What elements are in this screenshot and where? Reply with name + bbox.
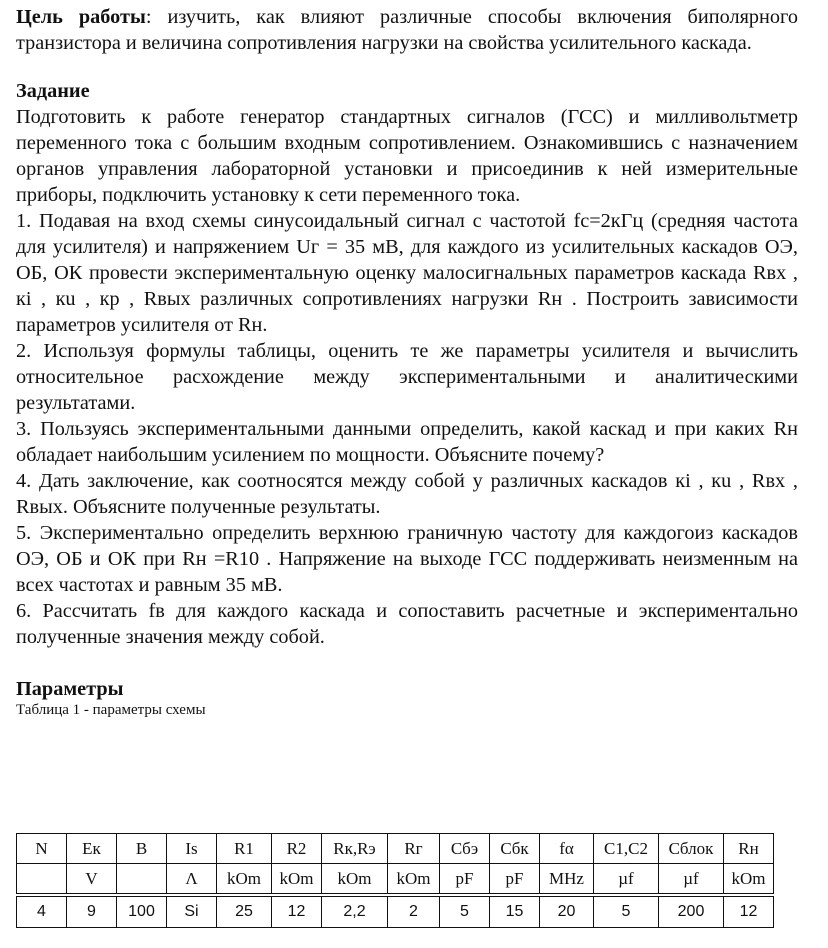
- table-unit-cell: kOm: [272, 864, 322, 896]
- table-header-cell: N: [17, 834, 67, 864]
- table-units-row: [17, 864, 774, 896]
- table-header-row: [17, 834, 774, 864]
- table-header-cell: Cблок: [659, 834, 724, 864]
- table-header-cell: B: [117, 834, 167, 864]
- goal-paragraph: [16, 4, 798, 56]
- table-value-cell: 25: [217, 895, 272, 928]
- table-header-cell: Cбк: [490, 834, 540, 864]
- goal-label: Цель работы: [16, 6, 146, 28]
- task-item-3: 3. Пользуясь экспериментальными данными определить, какой каскад и при каких Rн обладает наибольшим усилением по мощности. Объясните почему?: [16, 418, 798, 466]
- table-values-row: [17, 895, 774, 928]
- table-unit-cell: V: [67, 864, 117, 896]
- goal-text: : изучить, как влияют различные способы включения биполярного транзистора и величина сопротивления нагрузки на свойства усилительного каскада.: [16, 6, 798, 54]
- table-value-cell: 2: [388, 895, 440, 928]
- task-item-2: 2. Используя формулы таблицы, оценить те же параметры усилителя и вычислить относительное расхождение между экспериментальными и аналитическими результатами.: [16, 340, 798, 414]
- table-caption: Таблица 1 - параметры схемы: [16, 702, 206, 718]
- task-item-6: 6. Рассчитать fв для каждого каскада и сопоставить расчетные и экспериментально полученные значения между собой.: [16, 600, 798, 648]
- table-value-cell: Si: [167, 895, 217, 928]
- table-unit-cell: kOm: [388, 864, 440, 896]
- table-unit-cell: pF: [490, 864, 540, 896]
- table-header-cell: R2: [272, 834, 322, 864]
- table-unit-cell: [17, 864, 67, 896]
- task-heading: Задание: [16, 80, 90, 102]
- table-header-cell: Eк: [67, 834, 117, 864]
- table-value-cell: 20: [540, 895, 594, 928]
- table-unit-cell: kOm: [217, 864, 272, 896]
- table-value-cell: 15: [490, 895, 540, 928]
- task-intro: Подготовить к работе генератор стандартных сигналов (ГСС) и милливольтметр переменного тока с большим входным сопротивлением. Ознакомившись с назначением органов управления лабораторной установки и присоединив к ней измерительные приборы, подключить установку к сети переменного тока.: [16, 106, 798, 206]
- table-value-cell: 200: [659, 895, 724, 928]
- table-value-cell: 2,2: [322, 895, 388, 928]
- table-unit-cell: kOm: [322, 864, 388, 896]
- table-unit-cell: µf: [659, 864, 724, 896]
- table-value-cell: 12: [272, 895, 322, 928]
- table-value-cell: 5: [594, 895, 659, 928]
- table-unit-cell: µf: [594, 864, 659, 896]
- table-unit-cell: Λ: [167, 864, 217, 896]
- task-item-4: 4. Дать заключение, как соотносятся между собой у различных каскадов кi , кu , Rвх , Rвых. Объясните полученные результаты.: [16, 470, 798, 518]
- table-value-cell: 5: [440, 895, 490, 928]
- table-header-cell: fα: [540, 834, 594, 864]
- task-item-5: 5. Экспериментально определить верхнюю граничную частоту для каждогоиз каскадов ОЭ, ОБ и ОК при Rн =R10 . Напряжение на выходе ГСС поддерживать неизменным на всех частотах и равным 35 мВ.: [16, 522, 798, 596]
- table-header-cell: C1,C2: [594, 834, 659, 864]
- table-unit-cell: pF: [440, 864, 490, 896]
- table-header-cell: Is: [167, 834, 217, 864]
- table-header-cell: Rн: [724, 834, 774, 864]
- table-value-cell: 12: [724, 895, 774, 928]
- table-value-cell: 9: [67, 895, 117, 928]
- table-header-cell: Cбэ: [440, 834, 490, 864]
- table-value-cell: 4: [17, 895, 67, 928]
- params-heading: Параметры: [16, 678, 124, 700]
- table-header-cell: Rг: [388, 834, 440, 864]
- table-value-cell: 100: [117, 895, 167, 928]
- table-header-cell: Rк,Rэ: [322, 834, 388, 864]
- table-unit-cell: [117, 864, 167, 896]
- task-item-1: 1. Подавая на вход схемы синусоидальный сигнал с частотой fc=2кГц (средняя частота для усилителя) и напряжением Uг = 35 мВ, для каждого из усилительных каскадов ОЭ, ОБ, ОК провести экспериментальную оценку малосигнальных параметров каскада Rвх , кi , кu , кр , Rвых различных сопротивлениях нагрузки Rн . Построить зависимости параметров усилителя от Rн.: [16, 210, 798, 336]
- parameters-table: [16, 833, 774, 928]
- document-body: [16, 4, 798, 719]
- table-unit-cell: MHz: [540, 864, 594, 896]
- table-header-cell: R1: [217, 834, 272, 864]
- table-unit-cell: kOm: [724, 864, 774, 896]
